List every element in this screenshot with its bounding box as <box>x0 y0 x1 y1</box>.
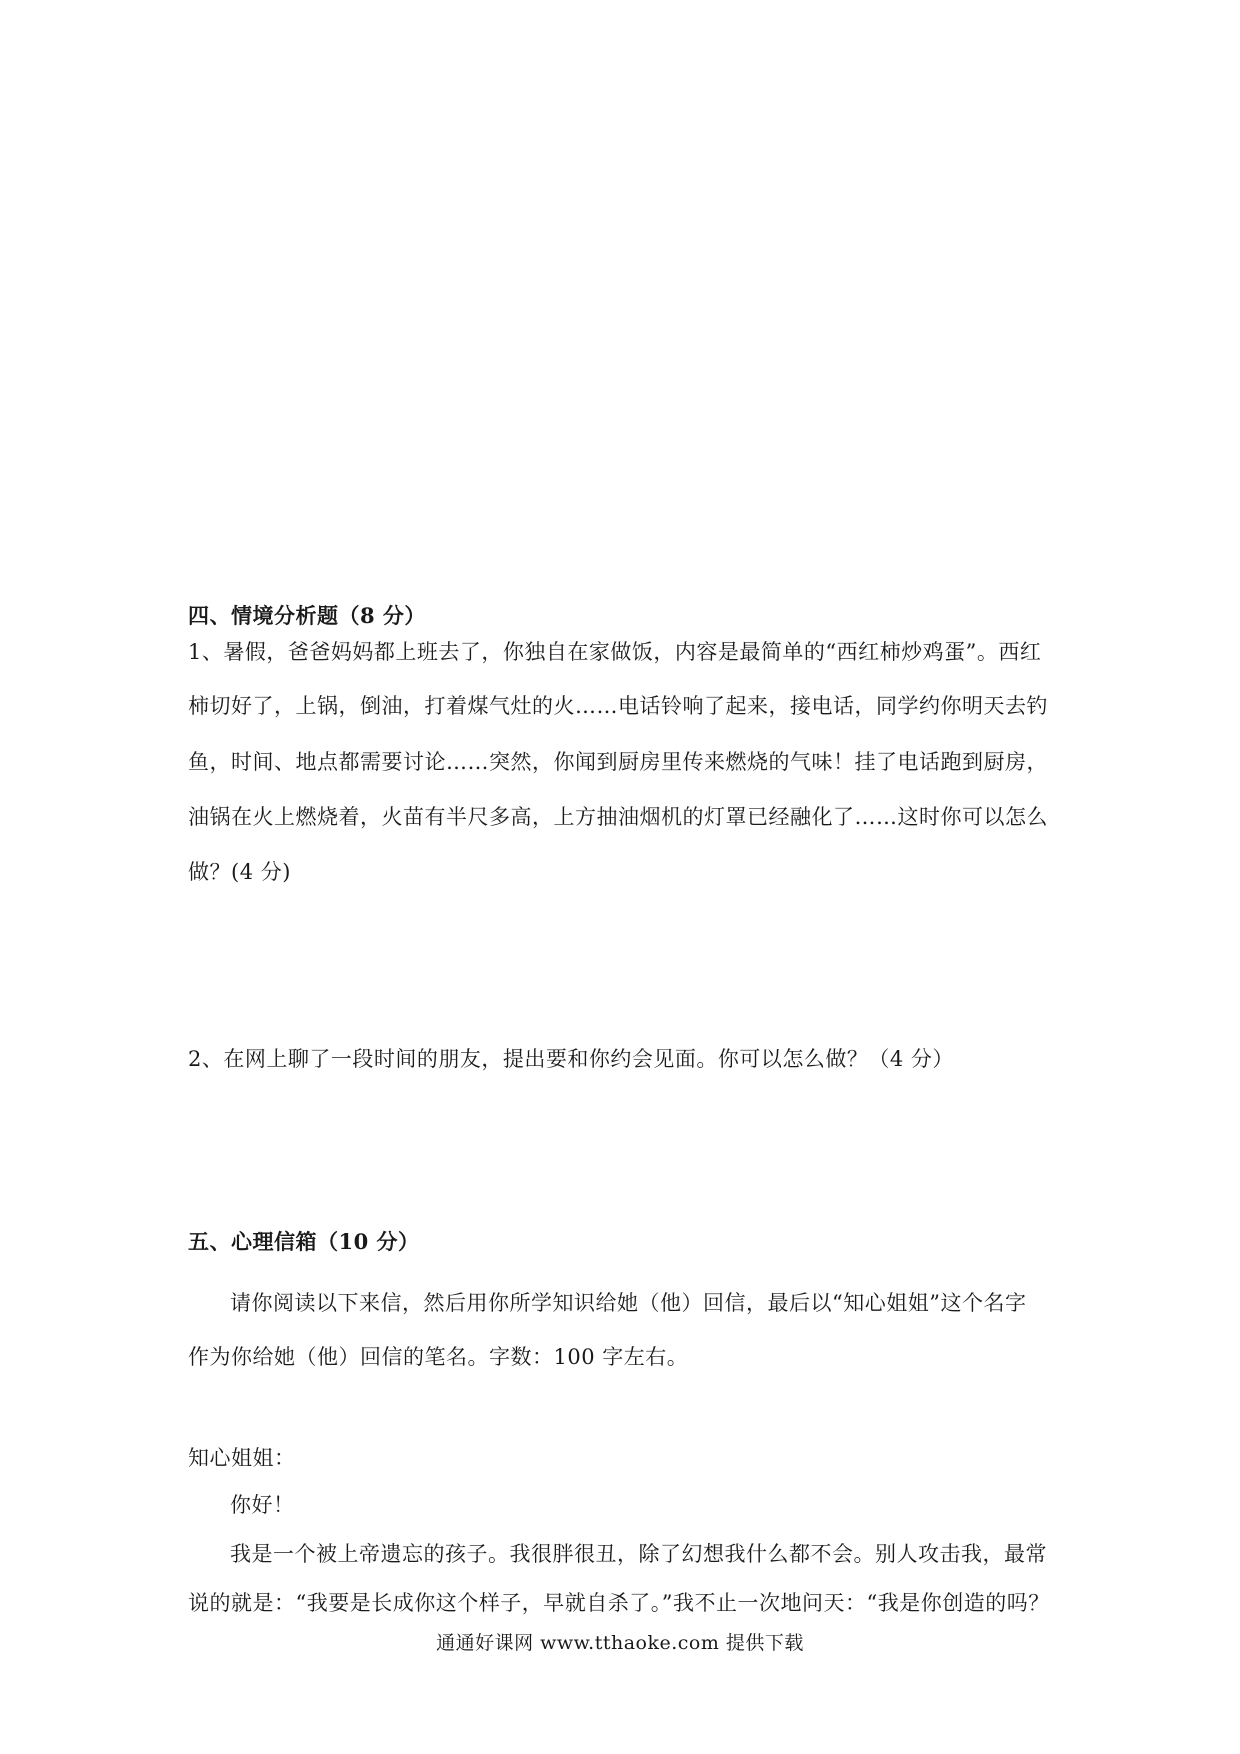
section-4-heading: 四、情境分析题（8 分） <box>188 603 426 628</box>
letter-body-line-2: 说的就是：“我要是长成你这个样子，早就自杀了。”我不止一次地问天：“我是你创造的吗？ <box>188 1591 1050 1615</box>
instruction-line-2: 作为你给她（他）回信的笔名。字数：100 字左右。 <box>188 1345 689 1369</box>
question-1-line-3: 鱼，时间、地点都需要讨论……突然，你闻到厨房里传来燃烧的气味！挂了电话跑到厨房， <box>188 750 1048 774</box>
question-1-line-2: 柿切好了，上锅，倒油，打着煤气灶的火……电话铃响了起来，接电话，同学约你明天去钓 <box>188 694 1048 718</box>
letter-salutation: 知心姐姐： <box>188 1446 296 1470</box>
question-1-line-5: 做？(4 分) <box>188 860 291 884</box>
letter-greeting: 你好！ <box>230 1493 295 1517</box>
question-1-line-1: 1、暑假，爸爸妈妈都上班去了，你独自在家做饭，内容是最简单的“西红柿炒鸡蛋”。西红 <box>188 640 1042 664</box>
question-1-line-4: 油锅在火上燃烧着，火苗有半尺多高，上方抽油烟机的灯罩已经融化了……这时你可以怎么 <box>188 805 1048 829</box>
page-footer <box>0 1628 1240 1658</box>
section-5-heading: 五、心理信箱（10 分） <box>188 1229 420 1254</box>
footer-text: 通通好课网 www.tthaoke.com 提供下载 <box>436 1632 804 1654</box>
question-2: 2、在网上聊了一段时间的朋友，提出要和你约会见面。你可以怎么做？（4 分） <box>188 1047 954 1071</box>
instruction-line-1: 请你阅读以下来信，然后用你所学知识给她（他）回信，最后以“知心姐姐”这个名字 <box>230 1291 1027 1315</box>
letter-body-line-1: 我是一个被上帝遗忘的孩子。我很胖很丑，除了幻想我什么都不会。别人攻击我，最常 <box>230 1542 1047 1566</box>
